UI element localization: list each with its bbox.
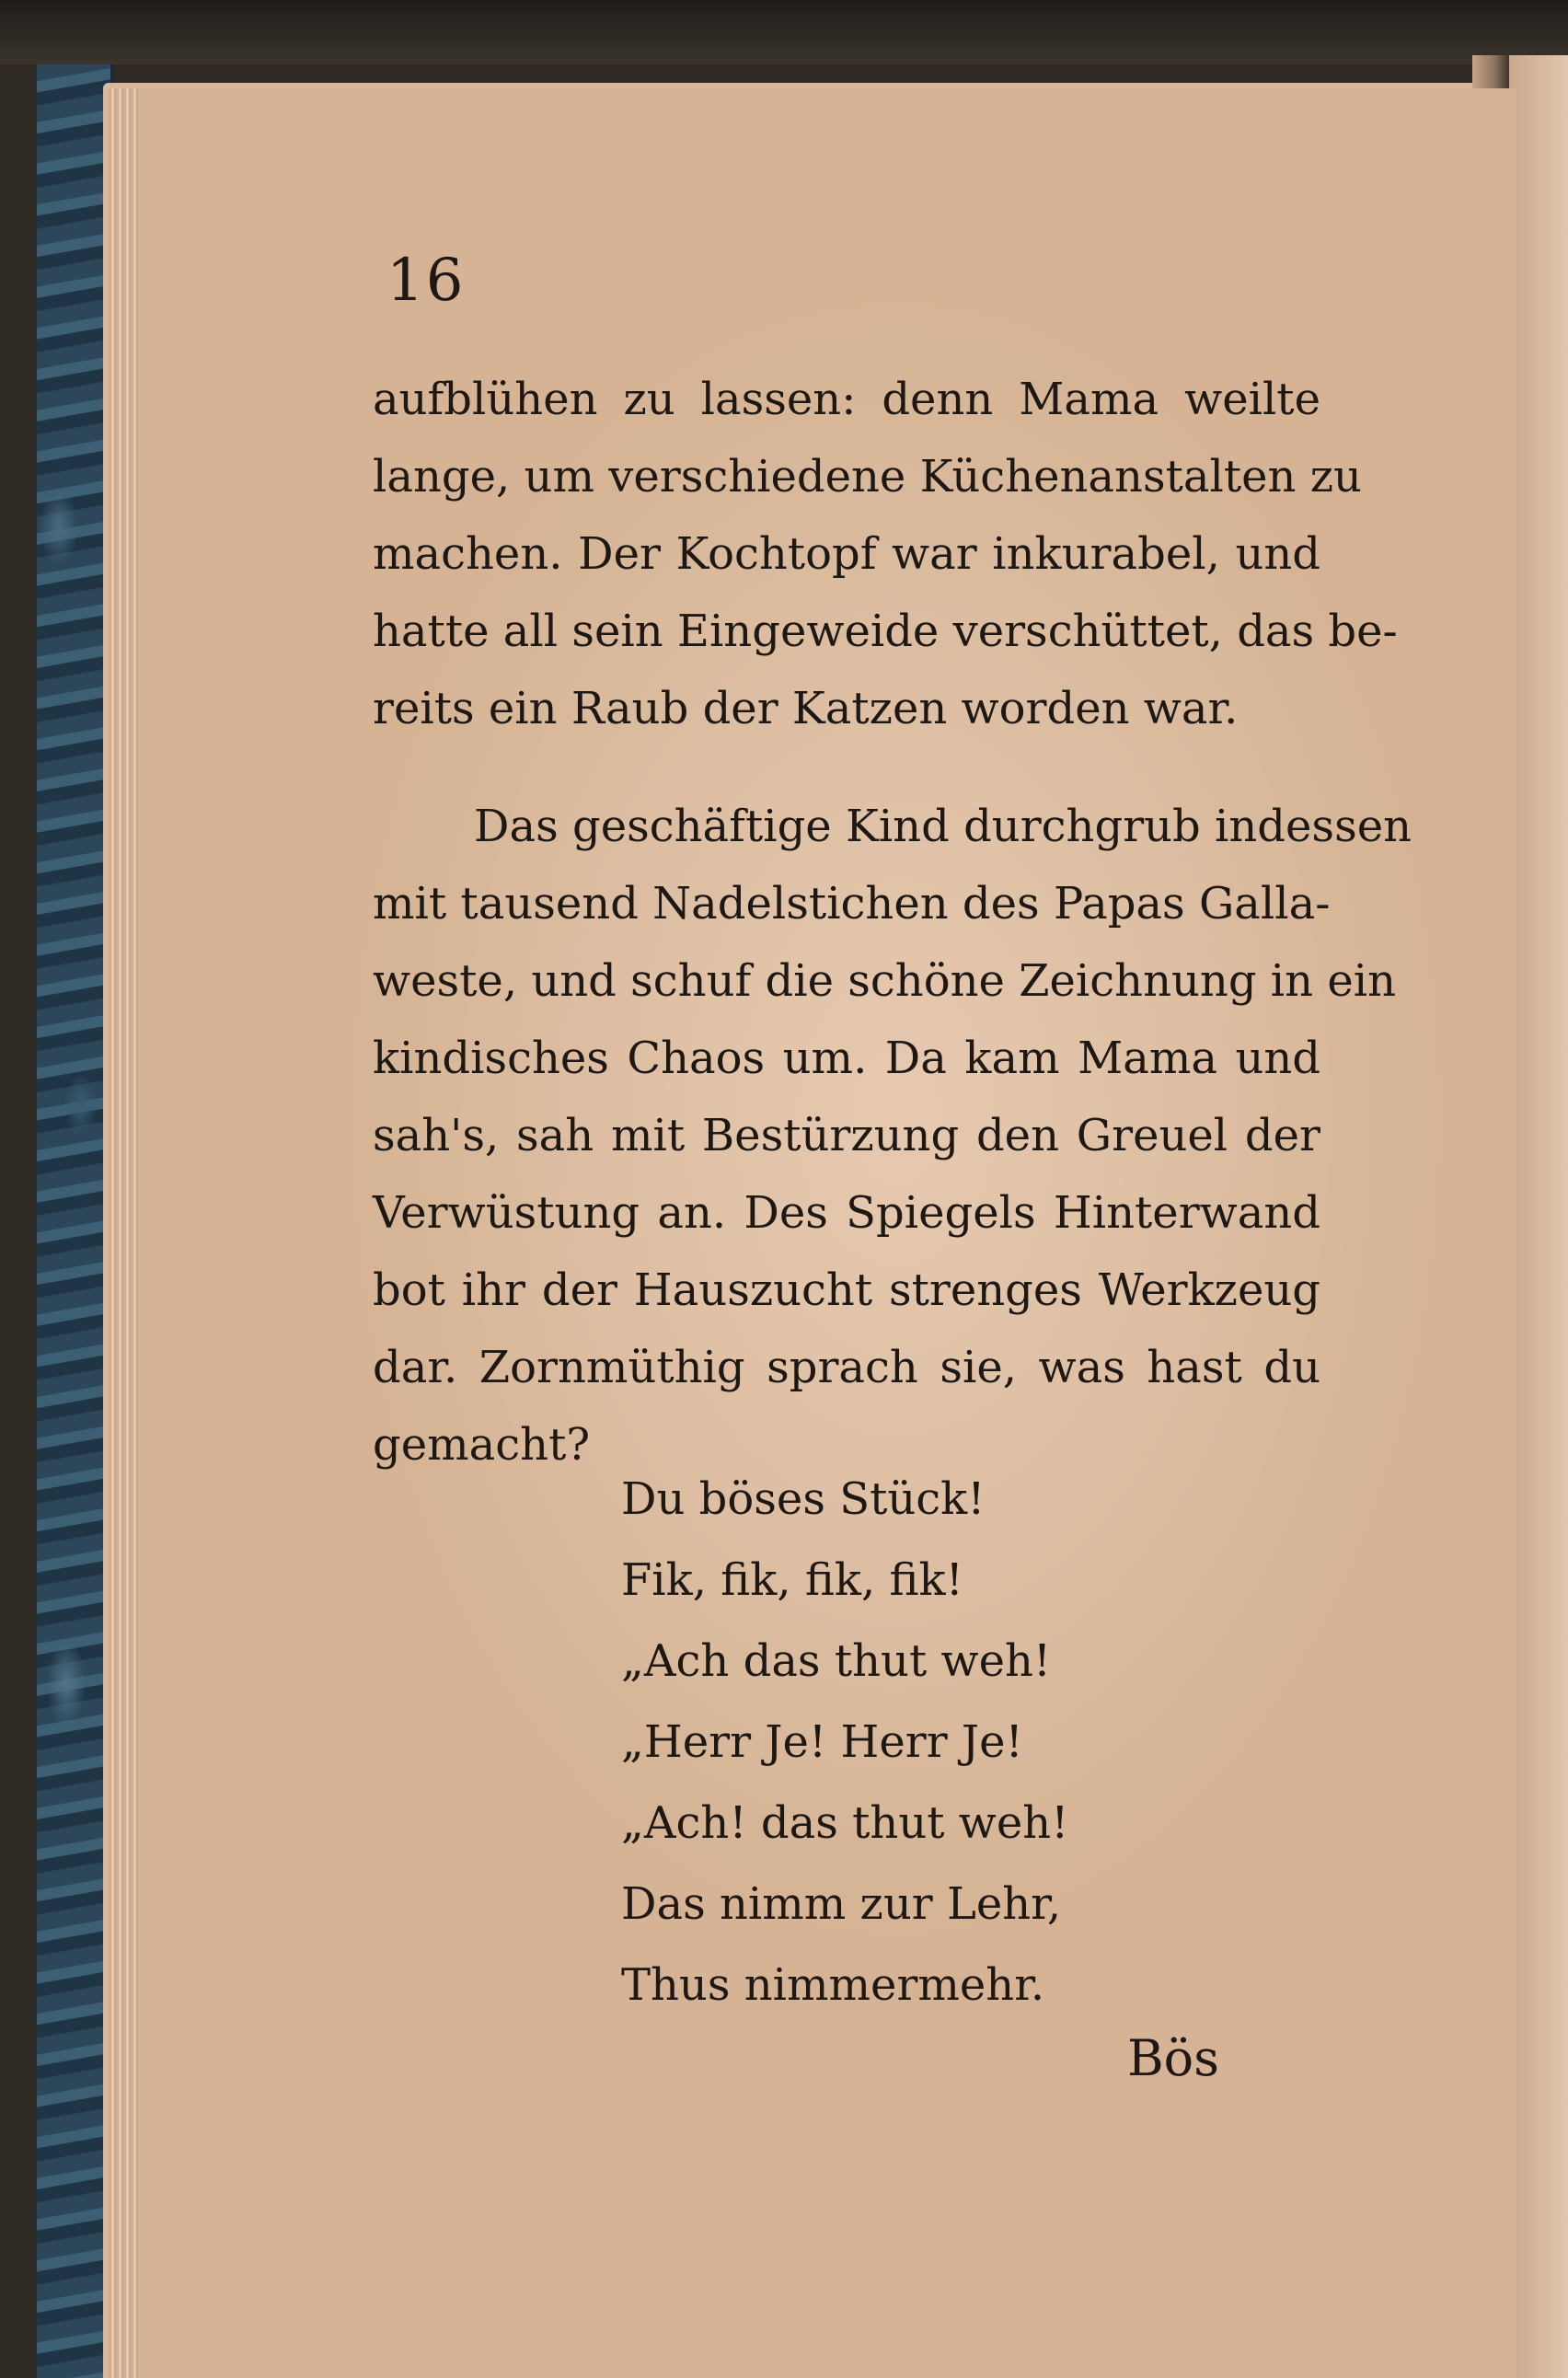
text-line: weste, und schuf die schöne Zeichnung in ein xyxy=(373,955,1396,1007)
verse-line: Fik, fik, fik, fik! xyxy=(621,1554,963,1606)
text-line: hatte all sein Eingeweide verschüttet, das be- xyxy=(373,606,1398,657)
verse-line: Das nimm zur Lehr, xyxy=(621,1878,1062,1930)
text-line: reits ein Raub der Katzen worden war. xyxy=(373,683,1239,734)
text-line: mit tausend Nadelstichen des Papas Galla- xyxy=(373,878,1331,929)
text-line: lange, um verschiedene Küchenanstalten zu xyxy=(373,451,1362,502)
text-line: Verwüstung an. Des Spiegels Hinterwand xyxy=(373,1187,1320,1239)
paragraph-1 xyxy=(373,361,1398,747)
text-line: bot ihr der Hauszucht strenges Werkzeug xyxy=(373,1264,1320,1316)
text-line: aufblühen zu lassen: denn Mama weilte xyxy=(373,374,1320,425)
text-line: machen. Der Kochtopf war inkurabel, und xyxy=(373,528,1320,580)
paragraph-2 xyxy=(373,788,1412,1483)
verse xyxy=(621,1459,1068,2026)
verse-line: Thus nimmermehr. xyxy=(621,1959,1045,2011)
text-line: kindisches Chaos um. Da kam Mama und xyxy=(373,1033,1320,1084)
verse-line: Du böses Stück! xyxy=(621,1473,986,1525)
verse-line: „Ach das thut weh! xyxy=(621,1635,1052,1687)
text-line: dar. Zornmüthig sprach sie, was hast du xyxy=(373,1342,1320,1393)
text-line: gemacht? xyxy=(373,1419,591,1471)
page-number: 16 xyxy=(386,247,466,315)
text-line: Das geschäftige Kind durchgrub indessen xyxy=(474,801,1412,852)
marbled-cover-edge xyxy=(37,64,113,2378)
catchword: Bös xyxy=(1127,2029,1219,2087)
facing-page-edge xyxy=(1509,55,1568,2378)
text-line: sah's, sah mit Bestürzung den Greuel der xyxy=(373,1110,1320,1161)
verse-line: „Ach! das thut weh! xyxy=(621,1797,1069,1849)
verse-line: „Herr Je! Herr Je! xyxy=(621,1716,1023,1768)
scan-background-top xyxy=(0,0,1568,64)
